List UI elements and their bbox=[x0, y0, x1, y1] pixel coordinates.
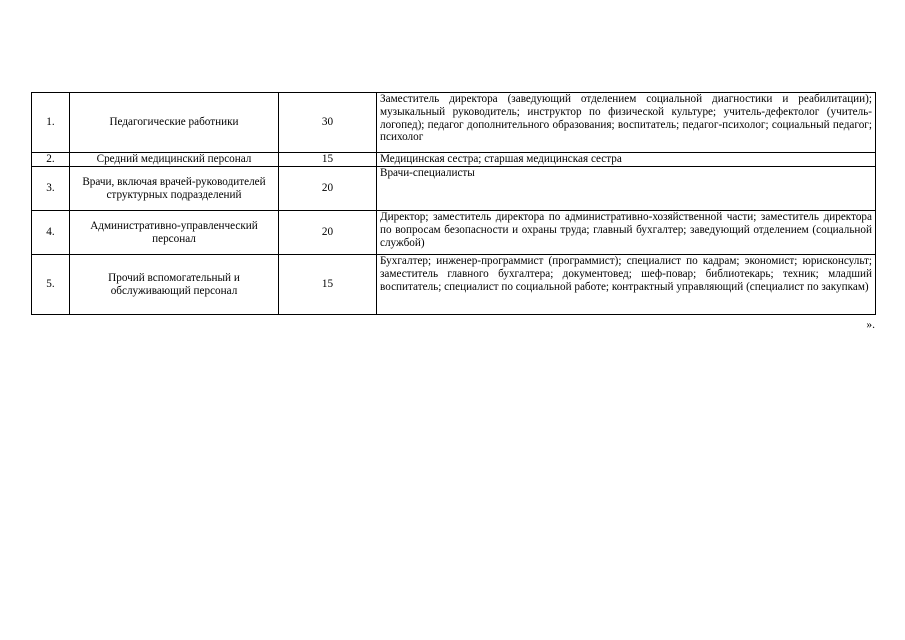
position-list: Директор; заместитель директора по административно-хозяйственной части; заместитель директора по вопросам безопасности и охраны труда; главный бухгалтер; заведующий отделением (социальной службой) bbox=[377, 211, 876, 255]
row-number: 2. bbox=[32, 153, 70, 167]
staff-category: Административно-управленческий персонал bbox=[70, 211, 279, 255]
row-number: 3. bbox=[32, 167, 70, 211]
position-list: Врачи-специалисты bbox=[377, 167, 876, 211]
position-list: Заместитель директора (заведующий отделением социальной диагностики и реабилитации); музыкальный руководитель; инструктор по физической культуре; учитель-дефектолог (учитель-логопед); педагог дополнительного образования; воспитатель; педагог-психолог; социальный педагог; психолог bbox=[377, 93, 876, 153]
table-row bbox=[32, 93, 876, 153]
staff-category: Педагогические работники bbox=[70, 93, 279, 153]
category-value: 20 bbox=[279, 211, 377, 255]
table-row bbox=[32, 211, 876, 255]
position-list: Медицинская сестра; старшая медицинская сестра bbox=[377, 153, 876, 167]
category-value: 20 bbox=[279, 167, 377, 211]
row-number: 4. bbox=[32, 211, 70, 255]
staff-category: Врачи, включая врачей-руководителей структурных подразделений bbox=[70, 167, 279, 211]
staff-category: Прочий вспомогательный и обслуживающий персонал bbox=[70, 255, 279, 315]
table-row bbox=[32, 255, 876, 315]
staff-category: Средний медицинский персонал bbox=[70, 153, 279, 167]
staff-category-table bbox=[31, 92, 876, 315]
table-row bbox=[32, 153, 876, 167]
category-value: 15 bbox=[279, 255, 377, 315]
row-number: 1. bbox=[32, 93, 70, 153]
position-list: Бухгалтер; инженер-программист (программист); специалист по кадрам; экономист; юрисконсульт; заместитель главного бухгалтера; документовед; шеф-повар; библиотекарь; техник; младший воспитатель; специалист по социальной работе; контрактный управляющий (специалист по закупкам) bbox=[377, 255, 876, 315]
closing-quote-mark: ». bbox=[866, 319, 875, 331]
table-row bbox=[32, 167, 876, 211]
row-number: 5. bbox=[32, 255, 70, 315]
category-value: 15 bbox=[279, 153, 377, 167]
category-value: 30 bbox=[279, 93, 377, 153]
